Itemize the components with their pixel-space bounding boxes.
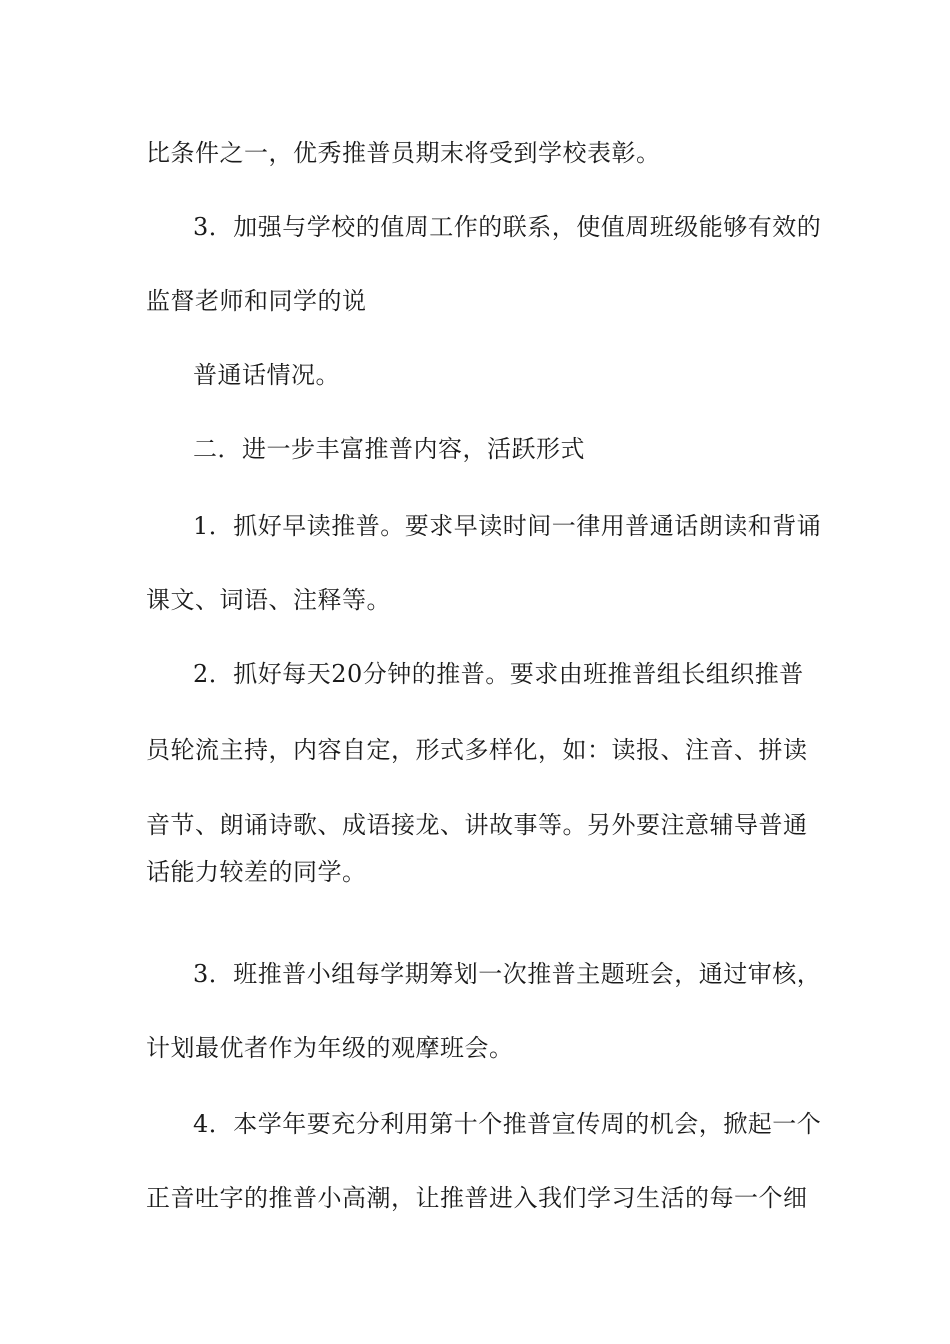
- section-heading: 二．进一步丰富推普内容，活跃形式: [193, 435, 585, 463]
- text-line: 话能力较差的同学。: [146, 858, 367, 886]
- text-line: 比条件之一，优秀推普员期末将受到学校表彰。: [146, 139, 661, 167]
- text-line: 正音吐字的推普小高潮，让推普进入我们学习生活的每一个细: [146, 1184, 808, 1212]
- text-line: 1．抓好早读推普。要求早读时间一律用普通话朗读和背诵: [193, 512, 822, 540]
- text-line: 普通话情况。: [193, 361, 340, 389]
- text-line: 3．班推普小组每学期筹划一次推普主题班会，通过审核，: [193, 960, 822, 988]
- text-line: 计划最优者作为年级的观摩班会。: [146, 1034, 514, 1062]
- text-line: 2．抓好每天20分钟的推普。要求由班推普组长组织推普: [193, 660, 804, 688]
- text-line: 音节、朗诵诗歌、成语接龙、讲故事等。另外要注意辅导普通: [146, 811, 808, 839]
- text-line: 课文、词语、注释等。: [146, 586, 391, 614]
- text-line: 监督老师和同学的说: [146, 287, 367, 315]
- text-line: 4．本学年要充分利用第十个推普宣传周的机会，掀起一个: [193, 1110, 822, 1138]
- text-line: 员轮流主持，内容自定，形式多样化，如：读报、注音、拼读: [146, 736, 808, 764]
- text-line: 3．加强与学校的值周工作的联系，使值周班级能够有效的: [193, 213, 822, 241]
